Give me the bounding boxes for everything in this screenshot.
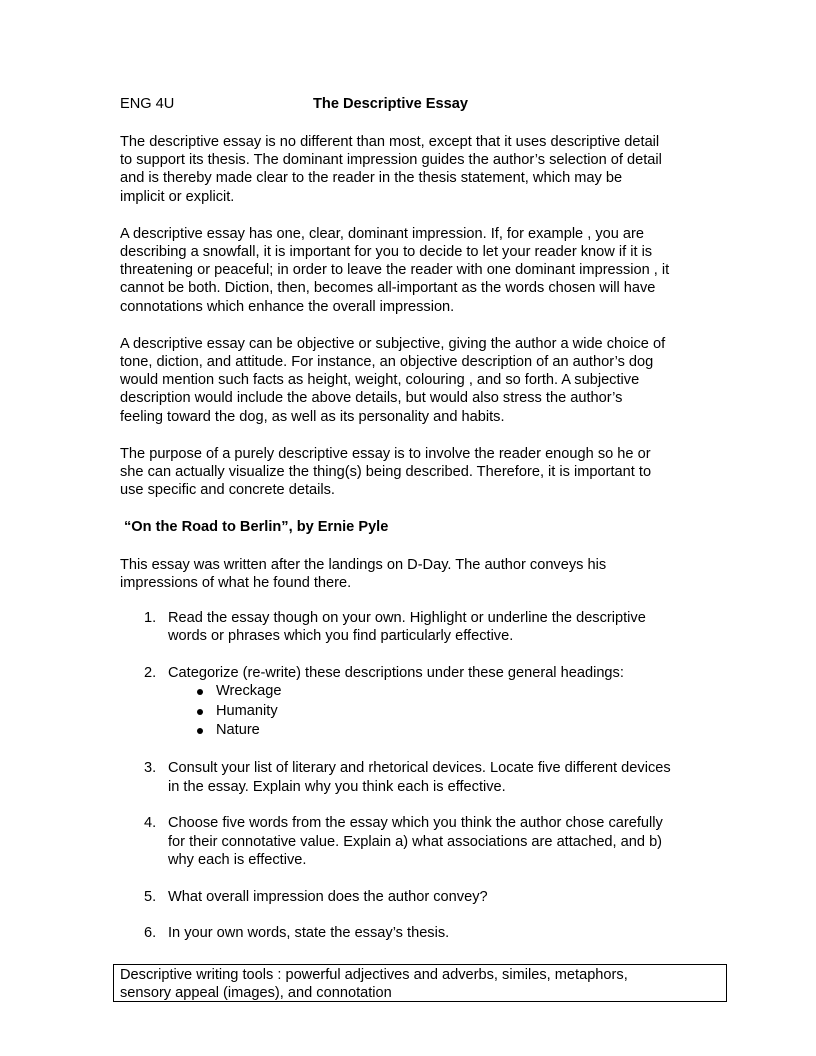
question-number: 1. (144, 610, 157, 627)
text-line: A descriptive essay can be objective or subjective, giving the author a wide choice of (120, 335, 666, 352)
text-line: sensory appeal (images), and connotation (120, 985, 392, 1002)
question-item (120, 759, 720, 795)
text-line: What overall impression does the author convey? (168, 888, 488, 905)
question-number: 2. (144, 665, 157, 682)
paragraph-purpose (120, 445, 720, 500)
bullet-item (168, 721, 720, 741)
bullet-label: Nature (216, 722, 260, 739)
paragraph-objective-subjective (120, 335, 720, 426)
bullet-icon (197, 689, 203, 695)
paragraph-intro (120, 133, 720, 206)
bullet-icon (197, 709, 203, 715)
question-number: 4. (144, 815, 157, 832)
question-item (120, 888, 720, 906)
bullet-item (168, 702, 720, 722)
bullet-icon (197, 728, 203, 734)
text-line: she can actually visualize the thing(s) being described. Therefore, it is important to (120, 464, 652, 481)
bullet-label: Humanity (216, 702, 278, 719)
question-item (120, 609, 720, 645)
text-line: connotations which enhance the overall impression. (120, 298, 455, 315)
text-line: threatening or peaceful; in order to leave the reader with one dominant impression , it (120, 262, 670, 279)
text-line: Consult your list of literary and rhetorical devices. Locate five different devices (168, 760, 671, 777)
text-line: implicit or explicit. (120, 188, 235, 205)
question-number: 3. (144, 760, 157, 777)
writing-tools-box (113, 964, 727, 1002)
text-line: cannot be both. Diction, then, becomes all-important as the words chosen will have (120, 280, 656, 297)
bullet-item (168, 682, 720, 702)
text-line: tone, diction, and attitude. For instance, an objective description of an author’s dog (120, 354, 654, 371)
reading-intro (120, 556, 720, 592)
text-line: A descriptive essay has one, clear, dominant impression. If, for example , you are (120, 225, 645, 242)
text-line: feeling toward the dog, as well as its personality and habits. (120, 408, 505, 425)
text-line: Choose five words from the essay which you think the author chose carefully (168, 815, 663, 832)
paragraph-dominant-impression (120, 225, 720, 316)
text-line: description would include the above details, but would also stress the author’s (120, 390, 623, 407)
text-line: why each is effective. (168, 851, 307, 868)
question-item (120, 924, 720, 942)
question-item (120, 814, 720, 869)
question-number: 5. (144, 888, 157, 905)
text-line: impressions of what he found there. (120, 574, 352, 591)
question-item (120, 664, 720, 741)
text-line: describing a snowfall, it is important for you to decide to let your reader know if it is (120, 244, 653, 261)
text-line: Descriptive writing tools : powerful adjectives and adverbs, similes, metaphors, (120, 967, 628, 983)
document-page (120, 96, 720, 961)
question-number: 6. (144, 925, 157, 942)
text-line: words or phrases which you find particularly effective. (168, 628, 514, 645)
text-line: to support its thesis. The dominant impression guides the author’s selection of detail (120, 152, 662, 169)
questions-list (120, 609, 720, 943)
text-line: In your own words, state the essay’s thesis. (168, 925, 450, 942)
reading-heading: “On the Road to Berlin”, by Ernie Pyle (124, 519, 389, 536)
text-line: would mention such facts as height, weight, colouring , and so forth. A subjective (120, 372, 640, 389)
document-title: The Descriptive Essay (313, 96, 468, 112)
text-line: This essay was written after the landings on D-Day. The author conveys his (120, 556, 607, 573)
text-line: use specific and concrete details. (120, 482, 335, 499)
text-line: Categorize (re-write) these descriptions under these general headings: (168, 665, 624, 682)
heading-bullets (168, 682, 720, 741)
document-header (120, 96, 720, 114)
text-line: Read the essay though on your own. Highlight or underline the descriptive (168, 610, 646, 627)
text-line: The purpose of a purely descriptive essay is to involve the reader enough so he or (120, 445, 651, 462)
text-line: The descriptive essay is no different than most, except that it uses descriptive detail (120, 134, 660, 150)
text-line: for their connotative value. Explain a) what associations are attached, and b) (168, 833, 663, 850)
text-line: in the essay. Explain why you think each is effective. (168, 778, 506, 795)
bullet-label: Wreckage (216, 683, 282, 700)
text-line: and is thereby made clear to the reader in the thesis statement, which may be (120, 170, 623, 187)
course-code: ENG 4U (120, 96, 175, 112)
